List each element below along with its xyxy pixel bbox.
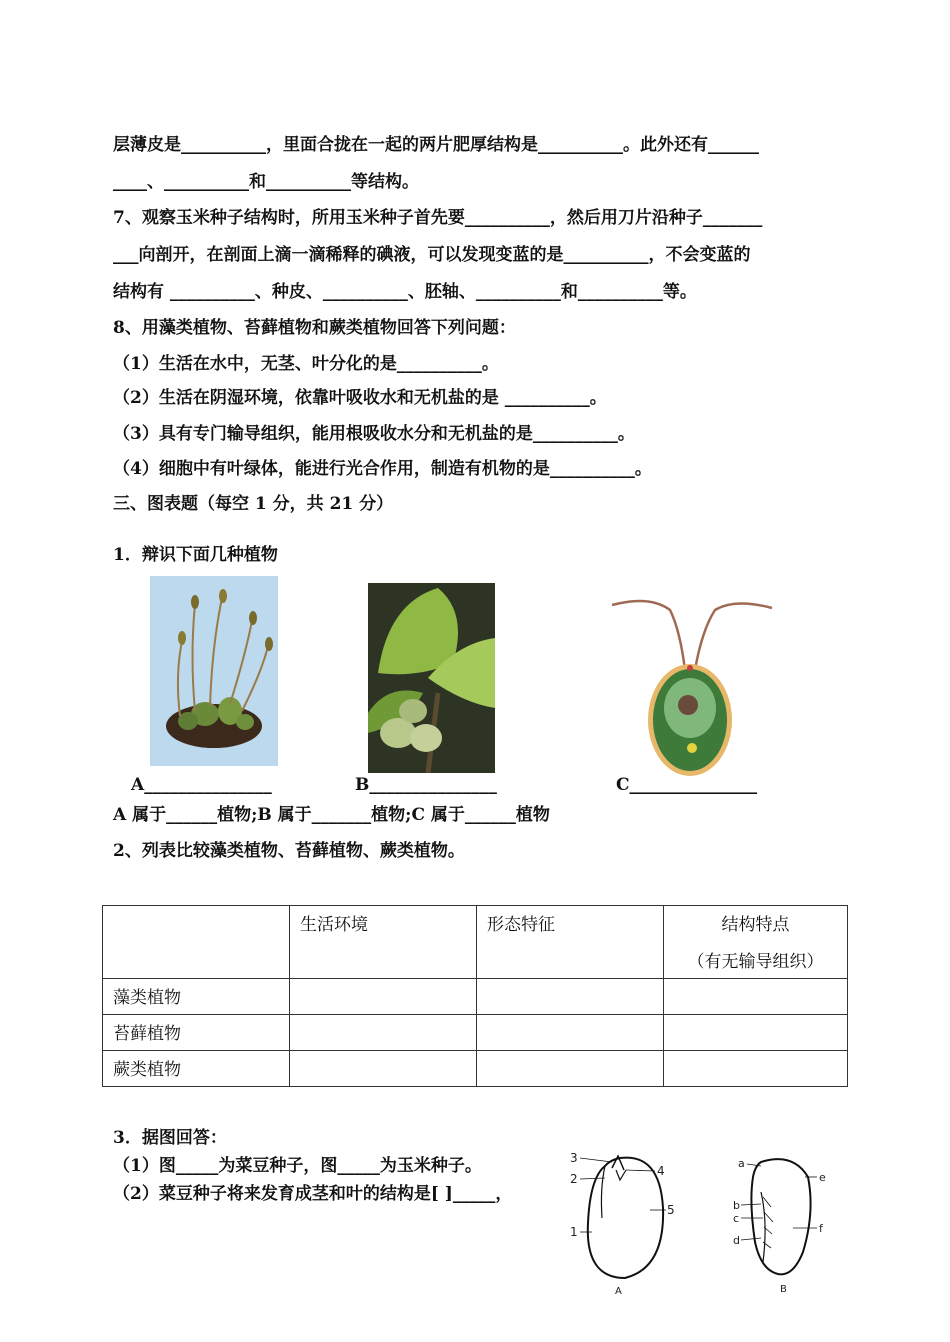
section-heading: 三、图表题（每空 1 分，共 21 分） [113, 494, 394, 514]
table-header-sublabel: （有无输导组织） [687, 952, 824, 972]
seed-a-label: 2 [570, 1172, 578, 1186]
table-row [103, 1051, 848, 1087]
seed-b-label: c [733, 1212, 740, 1225]
chlamydomonas-image [610, 590, 775, 780]
text-line-3: 7、观察玉米种子结构时，所用玉米种子首先要__________，然后用刀片沿种子_______ [113, 208, 763, 228]
ginkgo-image [368, 583, 495, 773]
question-3-part-1: （1）图_____为菜豆种子，图_____为玉米种子。 [113, 1156, 482, 1176]
table-header-row [103, 906, 848, 979]
text-line-2: ____、__________和__________等结构。 [113, 172, 419, 192]
text-line-7: （1）生活在水中，无茎、叶分化的是__________。 [113, 354, 499, 374]
table-header-cell [664, 906, 848, 979]
question-3-part-2: （2）菜豆种子将来发育成茎和叶的结构是[ ]_____， [113, 1184, 513, 1204]
seed-a-caption: A [615, 1286, 622, 1297]
question-2-heading: 2、列表比较藻类植物、苔藓植物、蕨类植物。 [113, 841, 465, 861]
seed-b-label: f [819, 1222, 823, 1235]
table-cell[interactable] [290, 979, 477, 1015]
text-line-9: （3）具有专门输导组织，能用根吸收水分和无机盐的是__________。 [113, 424, 635, 444]
table-cell[interactable] [664, 1015, 848, 1051]
table-row-label: 苔藓植物 [103, 1015, 290, 1051]
table-header-cell [103, 906, 290, 979]
seed-b-label: b [733, 1199, 740, 1212]
table-header-cell: 形态特征 [477, 906, 664, 979]
text-line-4: ___向剖开，在剖面上滴一滴稀释的碘液，可以发现变蓝的是__________，不会变蓝的 [113, 245, 751, 265]
seed-a-label: 3 [570, 1151, 578, 1165]
text-line-5: 结构有 __________、种皮、__________、胚轴、__________和__________等。 [113, 282, 697, 302]
image-label-a: A_______________ [131, 775, 272, 795]
table-cell[interactable] [290, 1051, 477, 1087]
text-line-10: （4）细胞中有叶绿体，能进行光合作用，制造有机物的是__________。 [113, 459, 652, 479]
text-line-1: 层薄皮是__________，里面合拢在一起的两片肥厚结构是__________。此外还有______ [113, 135, 759, 155]
table-row [103, 979, 848, 1015]
table-cell[interactable] [664, 979, 848, 1015]
table-cell[interactable] [477, 1051, 664, 1087]
question-3-heading: 3．据图回答： [113, 1128, 227, 1148]
table-row-label: 蕨类植物 [103, 1051, 290, 1087]
seed-b-label: a [738, 1157, 745, 1170]
plant-classification-line: A 属于______植物;B 属于_______植物;C 属于______植物 [113, 805, 550, 825]
image-label-c: C_______________ [616, 775, 758, 795]
seed-a-label: 5 [667, 1203, 675, 1217]
seed-b-label: d [733, 1234, 740, 1247]
table-row [103, 1015, 848, 1051]
text-line-6: 8、用藻类植物、苔藓植物和蕨类植物回答下列问题： [113, 318, 516, 338]
seed-a-label: 4 [657, 1164, 665, 1178]
seed-b-caption: B [780, 1284, 787, 1295]
table-cell[interactable] [477, 1015, 664, 1051]
table-header-label: 结构特点 [721, 915, 790, 935]
table-cell[interactable] [664, 1051, 848, 1087]
question-1-heading: 1．辩识下面几种植物 [113, 545, 278, 565]
image-label-b: B_______________ [355, 775, 497, 795]
seed-a-label: 1 [570, 1225, 578, 1239]
text-line-8: （2）生活在阴湿环境，依靠叶吸收水和无机盐的是 __________。 [113, 388, 607, 408]
table-header-cell: 生活环境 [290, 906, 477, 979]
comparison-table [102, 905, 848, 1087]
table-cell[interactable] [290, 1015, 477, 1051]
moss-image [150, 576, 278, 766]
seed-b-label: e [819, 1171, 826, 1184]
table-row-label: 藻类植物 [103, 979, 290, 1015]
table-cell[interactable] [477, 979, 664, 1015]
bean-seed-diagram [560, 1148, 690, 1298]
corn-seed-diagram [733, 1152, 833, 1297]
